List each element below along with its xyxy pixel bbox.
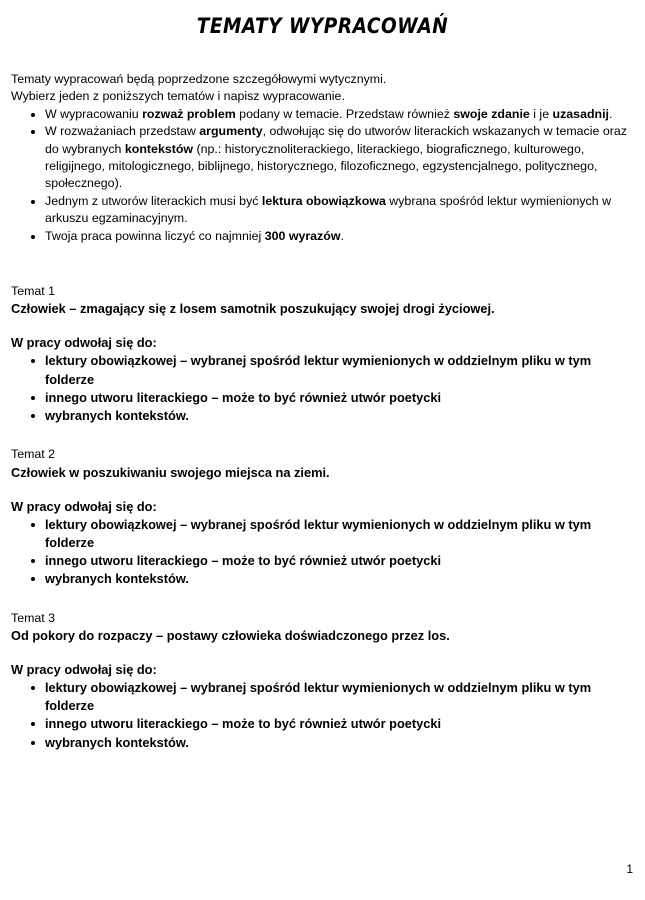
plain-text: W rozważaniach przedstaw — [45, 124, 200, 139]
plain-text: podany w temacie. Przedstaw również — [235, 106, 454, 121]
plain-text: i je — [529, 106, 553, 121]
topic-bullet-item: wybranych kontekstów. — [11, 734, 631, 752]
topic-section-3 — [11, 610, 631, 752]
plain-text: Twoja praca powinna liczyć co najmniej — [45, 228, 265, 243]
intro-section — [11, 71, 631, 245]
emphasis-text: uzasadnij — [552, 106, 609, 121]
topic-bullet-list — [11, 679, 631, 752]
emphasis-text: 300 wyrazów — [264, 228, 341, 243]
emphasis-text: swoje zdanie — [453, 106, 530, 121]
plain-text: . — [609, 106, 613, 121]
topic-bullet-list — [11, 352, 631, 425]
intro-bullet-item — [11, 228, 631, 245]
topic-bullet-item: lektury obowiązkowej – wybranej spośród lektur wymienionych w oddzielnym pliku w tym folderze — [11, 352, 631, 388]
emphasis-text: lektura obowiązkowa — [261, 193, 386, 208]
topic-label: Temat 3 — [11, 610, 56, 625]
topic-title: Człowiek – zmagający się z losem samotnik poszukujący swojej drogi życiowej. — [11, 301, 495, 317]
topic-bullet-item: lektury obowiązkowej – wybranej spośród lektur wymienionych w oddzielnym pliku w tym folderze — [11, 679, 631, 715]
intro-line-1: Tematy wypracowań będą poprzedzone szczegółowymi wytycznymi. — [11, 72, 387, 86]
intro-bullet-item — [11, 193, 631, 228]
topic-label: Temat 2 — [11, 447, 56, 462]
topic-bullet-item: wybranych kontekstów. — [11, 570, 631, 588]
plain-text: wybrana spośród lektur wymienionych w arkuszu egzaminacyjnym. — [45, 193, 612, 226]
plain-text: Jednym z utworów literackich musi być — [45, 193, 262, 208]
emphasis-text: argumenty — [199, 124, 263, 139]
emphasis-text: kontekstów — [124, 141, 194, 156]
emphasis-text: rozważ problem — [142, 106, 236, 121]
topic-bullet-item: innego utworu literackiego – może to być również utwór poetycki — [11, 552, 631, 570]
topic-title: Od pokory do rozpaczy – postawy człowieka doświadczonego przez los. — [11, 627, 450, 643]
topic-title: Człowiek w poszukiwaniu swojego miejsca na ziemi. — [11, 464, 330, 480]
spacer — [11, 482, 631, 498]
topic-bullet-list — [11, 516, 631, 589]
spacer — [11, 645, 631, 661]
intro-line-2: Wybierz jeden z poniższych tematów i napisz wypracowanie. — [11, 89, 345, 104]
topic-section-1 — [11, 283, 631, 425]
topic-section-2 — [11, 446, 631, 588]
topic-prompt: W pracy odwołaj się do: — [11, 661, 157, 677]
page-number: 1 — [626, 862, 633, 876]
topic-prompt: W pracy odwołaj się do: — [11, 335, 157, 351]
topic-label: Temat 1 — [11, 284, 56, 299]
plain-text: (np.: historycznoliterackiego, literackiego, biograficznego, kulturowego, religijnego, mitologicznego, biblijnego, historycznego, filozoficznego, egzystencjalnego, politycznego, społecznego). — [45, 141, 598, 191]
topic-bullet-item: innego utworu literackiego – może to być również utwór poetycki — [11, 715, 631, 733]
spacer — [11, 318, 631, 334]
topic-bullet-item: lektury obowiązkowej – wybranej spośród lektur wymienionych w oddzielnym pliku w tym folderze — [11, 516, 631, 552]
plain-text: . — [340, 228, 344, 243]
topic-bullet-item: wybranych kontekstów. — [11, 407, 631, 425]
plain-text: , odwołując się do utworów literackich wskazanych w temacie oraz do wybranych — [45, 124, 627, 156]
intro-bullet-item — [11, 106, 631, 123]
page-title: TEMATY WYPRACOWAŃ — [196, 14, 449, 38]
topic-prompt: W pracy odwołaj się do: — [11, 498, 157, 514]
intro-bullet-item — [11, 123, 631, 193]
topic-bullet-item: innego utworu literackiego – może to być również utwór poetycki — [11, 389, 631, 407]
document-body — [0, 71, 645, 752]
plain-text: W wypracowaniu — [45, 106, 143, 121]
intro-bullet-list — [11, 106, 631, 245]
